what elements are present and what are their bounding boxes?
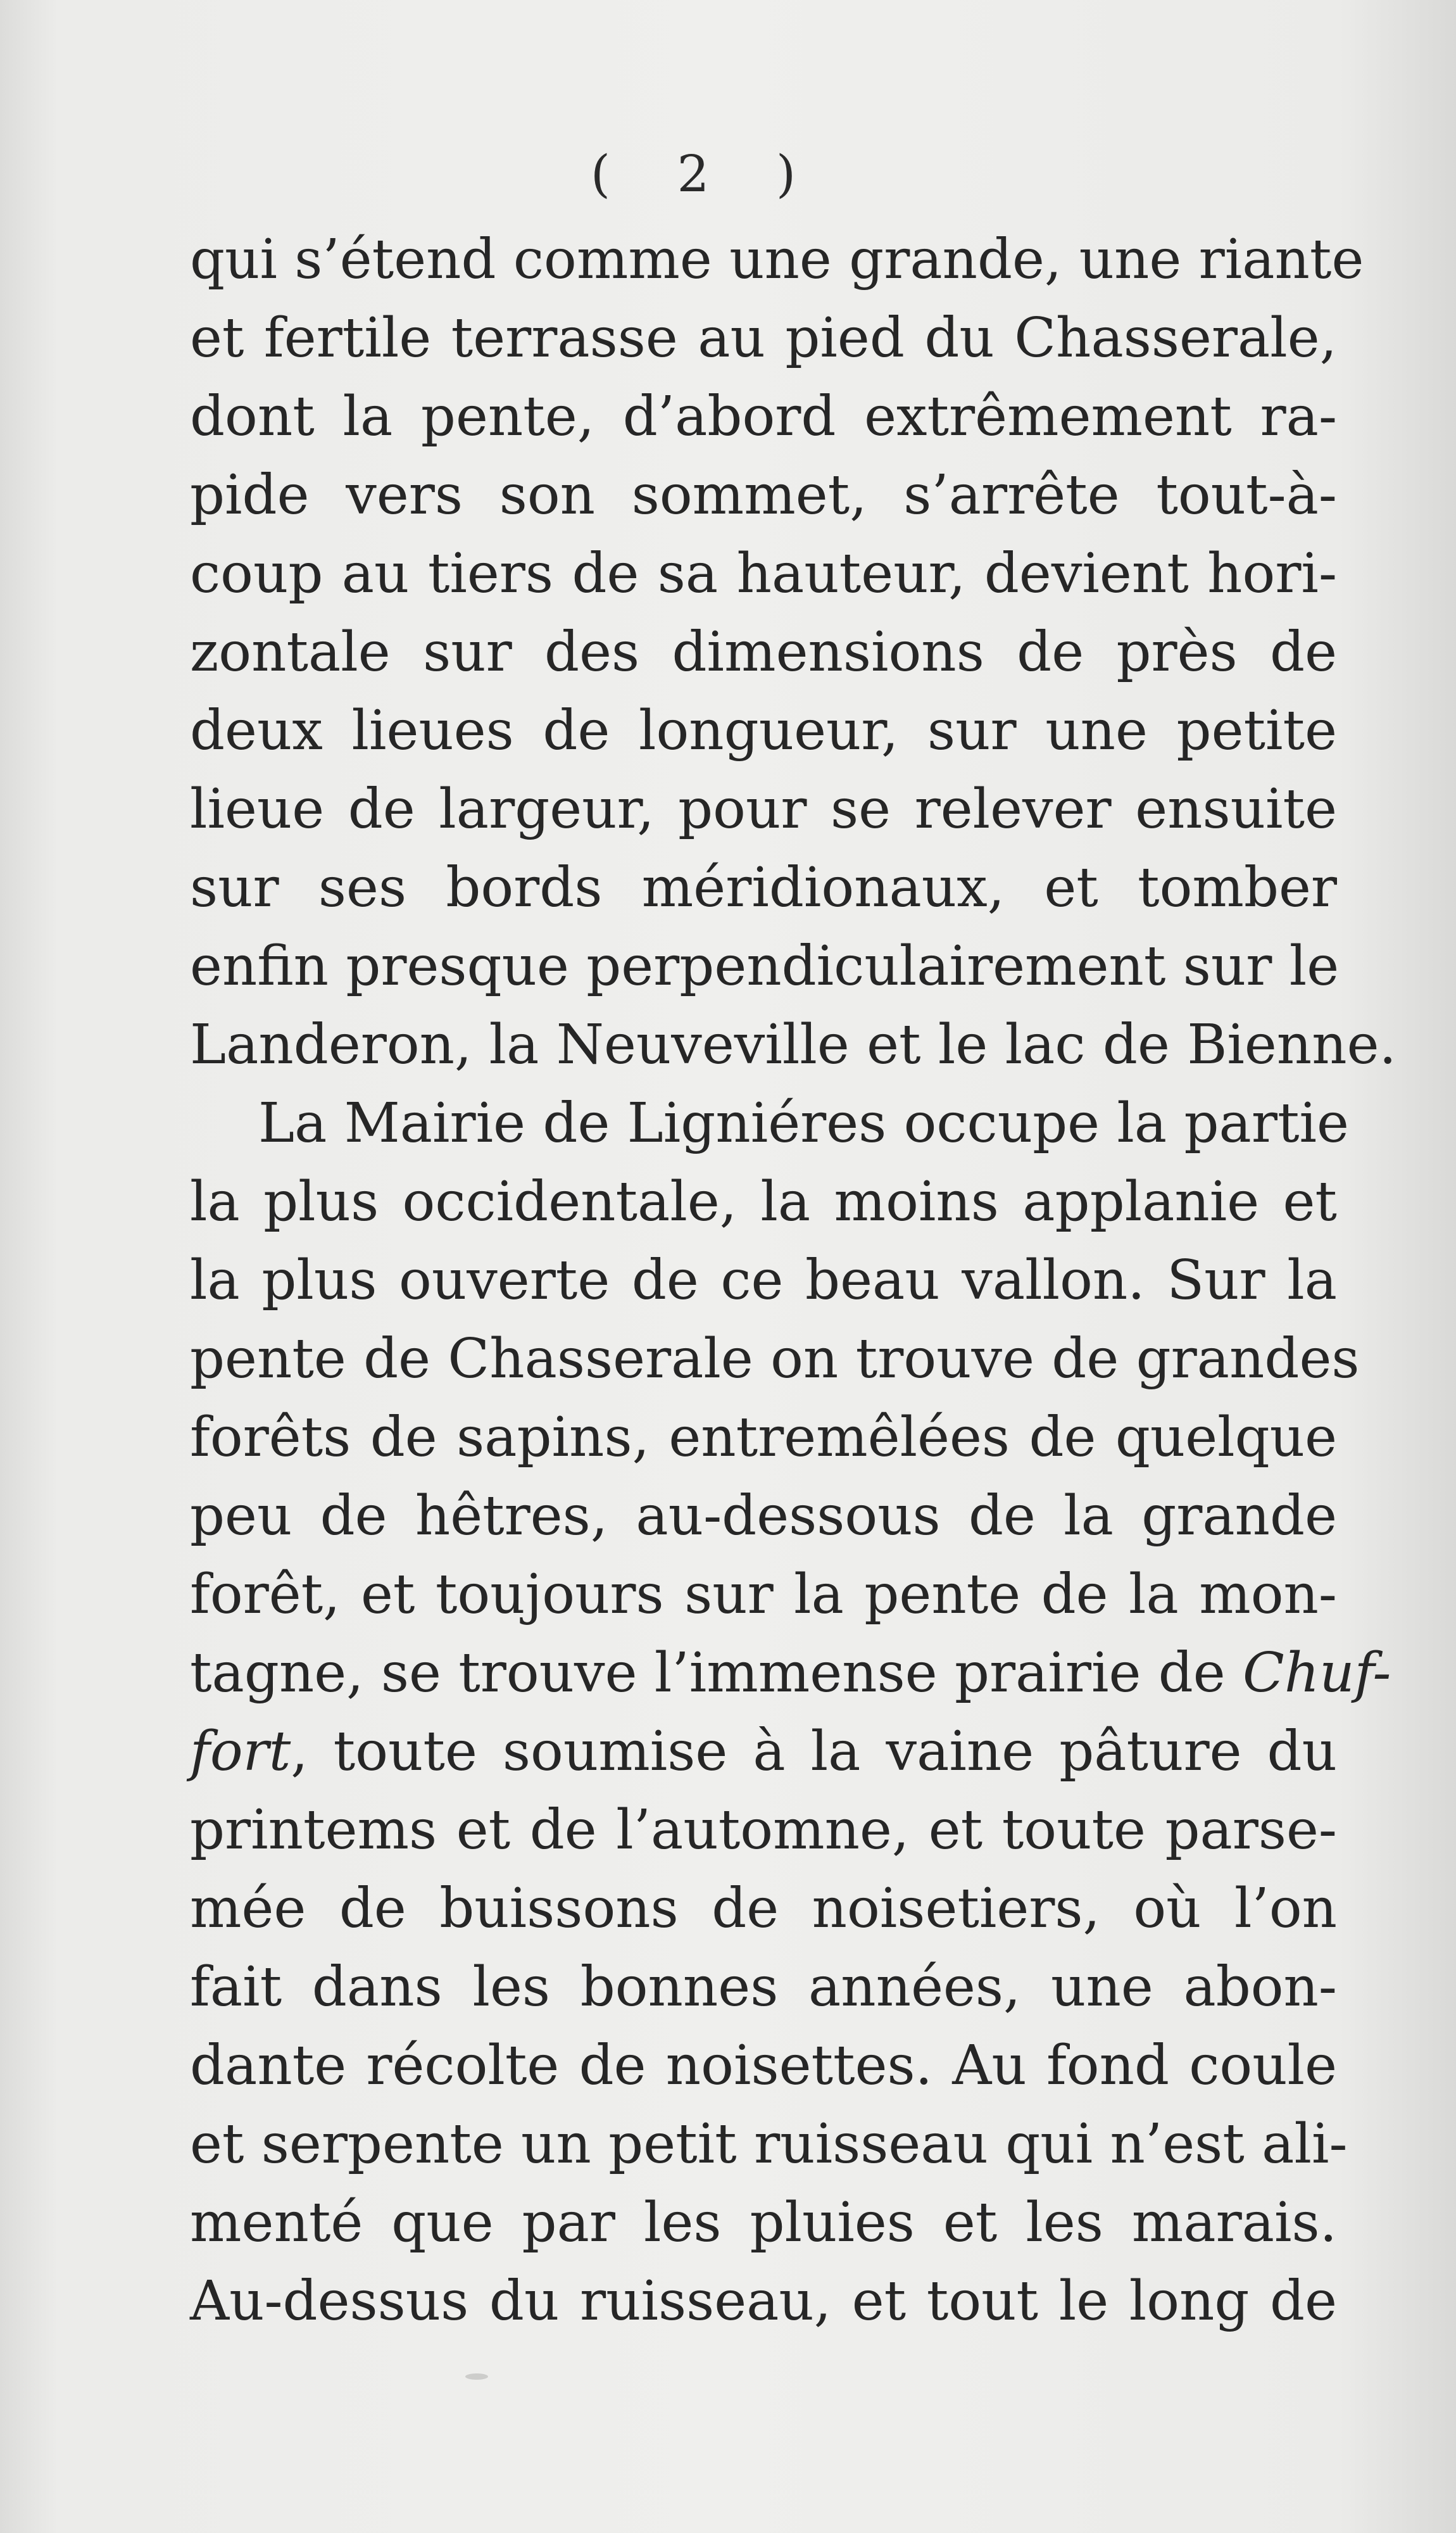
text-line: forêt, et toujours sur la pente de la mon- <box>190 1563 1337 1626</box>
text-line: enfin presque perpendiculairement sur le <box>190 935 1340 998</box>
text-line: et fertile terrasse au pied du Chasserale, <box>190 306 1337 370</box>
ink-blot <box>465 2373 488 2380</box>
text-line: Au-dessus du ruisseau, et tout le long de <box>190 2270 1337 2333</box>
text-line: fait dans les bonnes années, une abon- <box>190 1955 1337 2019</box>
text-line: printems et de l’automne, et toute parse- <box>190 1798 1337 1862</box>
text-line: dont la pente, d’abord extrêmement ra- <box>190 385 1337 448</box>
text-line: dante récolte de noisettes. Au fond coule <box>190 2034 1337 2097</box>
text-line: sur ses bords méridionaux, et tomber <box>190 856 1337 919</box>
text-line-with-italic <box>190 1712 1337 1791</box>
text-line: deux lieues de longueur, sur une petite <box>190 699 1337 762</box>
text-line: zontale sur des dimensions de près de <box>190 621 1337 684</box>
paragraph-start-line: La Mairie de Ligniéres occupe la partie <box>258 1092 1349 1155</box>
text-line-with-italic <box>190 1634 1391 1712</box>
line-text: , toute soumise à la vaine pâture du <box>291 1720 1337 1783</box>
text-line: lieue de largeur, pour se relever ensuite <box>190 778 1337 841</box>
paragraph-end-line: Landeron, la Neuveville et le lac de Bienne. <box>190 1013 1396 1077</box>
text-line: pide vers son sommet, s’arrête tout-à- <box>190 464 1337 527</box>
line-text: tagne, se trouve l’immense prairie de <box>190 1641 1226 1705</box>
text-line: pente de Chasserale on trouve de grandes <box>190 1327 1360 1391</box>
text-line: mée de buissons de noisetiers, où l’on <box>190 1877 1337 1940</box>
text-line: la plus ouverte de ce beau vallon. Sur la <box>190 1249 1337 1312</box>
page-number: ( 2 ) <box>590 144 822 203</box>
body-text <box>190 220 1396 2340</box>
text-line: et serpente un petit ruisseau qui n’est ali- <box>190 2113 1348 2176</box>
text-line: coup au tiers de sa hauteur, devient hori- <box>190 542 1337 605</box>
italic-place-name: fort <box>190 1720 291 1783</box>
text-line: menté que par les pluies et les marais. <box>190 2191 1337 2254</box>
italic-place-name: Chuf- <box>1243 1641 1391 1705</box>
text-line: la plus occidentale, la moins applanie et <box>190 1170 1337 1234</box>
text-line: peu de hêtres, au-dessous de la grande <box>190 1484 1337 1548</box>
text-line: forêts de sapins, entremêlées de quelque <box>190 1406 1337 1469</box>
text-line: qui s’étend comme une grande, une riante <box>190 228 1364 291</box>
